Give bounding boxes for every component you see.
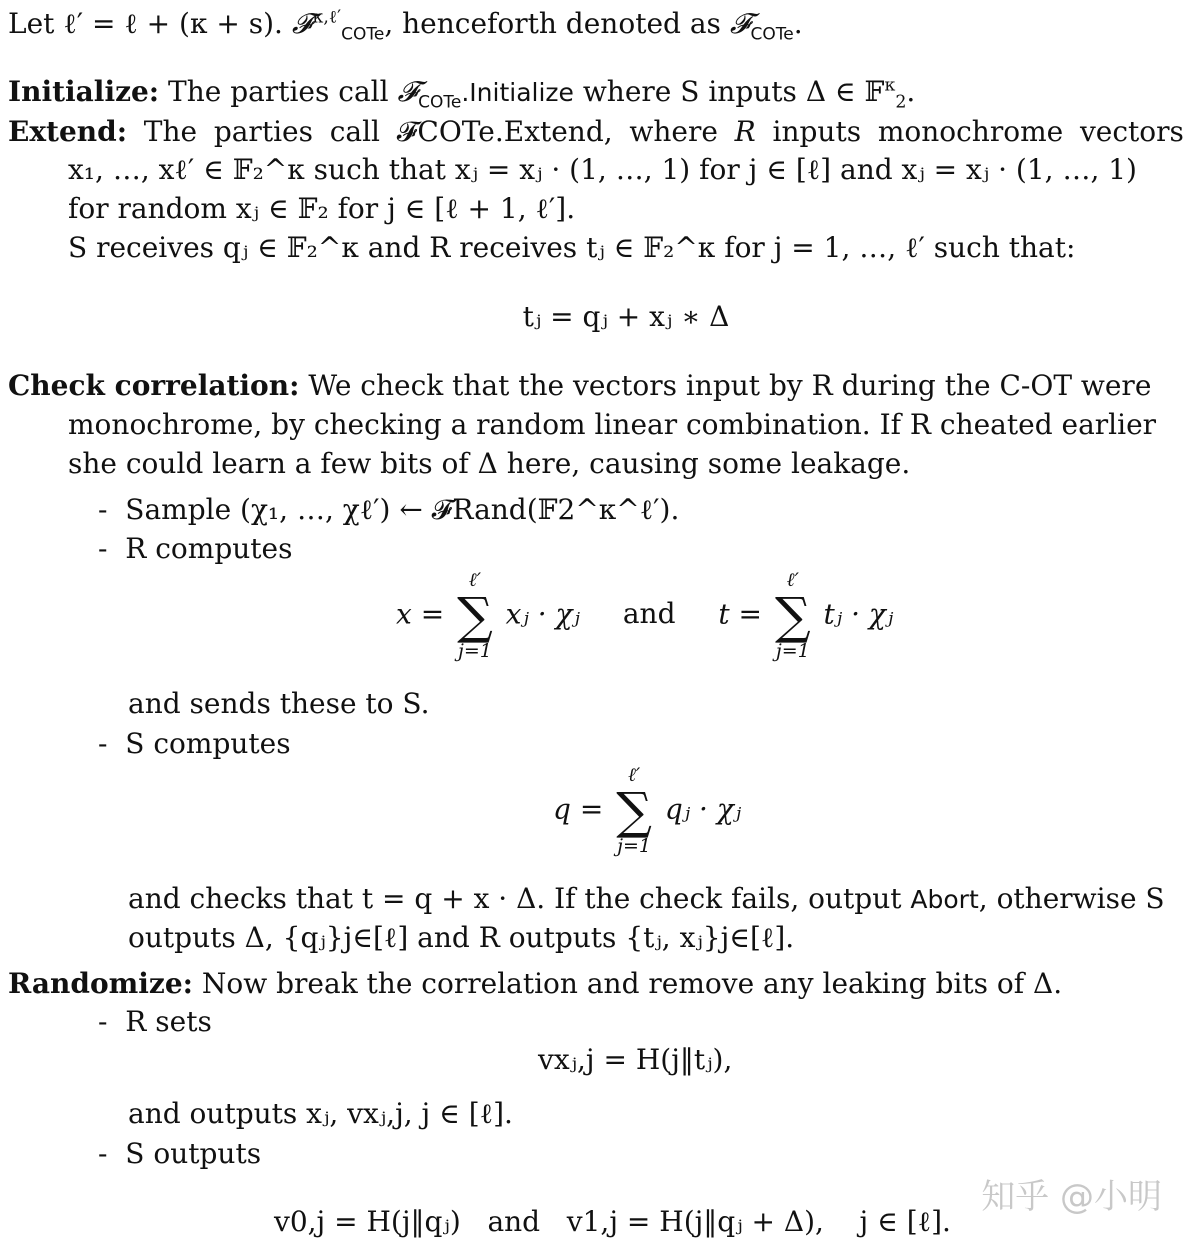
initialize-label: Initialize: <box>8 75 160 108</box>
word: 𝓕COTe.Extend, <box>396 115 613 148</box>
bullet-text: R computes <box>125 532 293 565</box>
period: . <box>793 7 803 40</box>
checks-line-1 <box>128 882 1165 915</box>
extend-line-3: for random xⱼ ∈ 𝔽₂ for j ∈ [ℓ + 1, ℓ′]. <box>68 192 576 225</box>
functionality-symbol: 𝓕 <box>291 7 313 40</box>
bullet-s-computes <box>98 727 291 760</box>
word: call <box>329 115 380 148</box>
eq-lhs: q = <box>553 792 604 826</box>
functionality-symbol-2: 𝓕 <box>729 7 751 40</box>
initialize-text: The parties call <box>168 75 398 108</box>
sum-lower: j=1 <box>457 639 492 662</box>
intro-text-2: , henceforth denoted as <box>384 7 730 40</box>
eq-lhs: x = <box>396 597 445 631</box>
check-label: Check correlation: <box>8 369 300 402</box>
word: The <box>143 115 198 148</box>
word: R <box>734 115 756 148</box>
eq-lhs: t = <box>718 597 763 631</box>
word: parties <box>213 115 313 148</box>
sum-operator <box>457 570 493 662</box>
checks-line-2: outputs Δ, {qⱼ}j∈[ℓ] and R outputs {tⱼ, xⱼ}j∈[ℓ]. <box>128 921 795 954</box>
intro-line <box>8 7 803 45</box>
sum-operator <box>616 765 652 857</box>
randomize-label: Randomize: <box>8 967 193 1000</box>
check-line-1: We check that the vectors input by R during the C-OT were <box>308 369 1152 402</box>
bullet-dash: - <box>98 1137 126 1170</box>
sum-upper: ℓ′ <box>786 569 799 591</box>
subscript: 2 <box>895 92 907 113</box>
method-name: .Initialize <box>461 78 574 107</box>
check-line-3: she could learn a few bits of Δ here, causing some leakage. <box>68 447 911 480</box>
eq-body: xⱼ · χⱼ <box>505 597 580 631</box>
bullet-r-sets <box>98 1005 212 1038</box>
extend-equation: tⱼ = qⱼ + xⱼ ∗ Δ <box>522 300 730 333</box>
abort-keyword: Abort <box>910 885 979 914</box>
functionality-subscript: COTe <box>418 92 462 113</box>
sigma-icon: ∑ <box>774 586 811 645</box>
bullet-s-outputs <box>98 1137 262 1170</box>
word: inputs <box>772 115 862 148</box>
functionality-superscript: κ,ℓ′ <box>312 7 342 28</box>
extend-step <box>8 115 1184 148</box>
bullet-text: S computes <box>125 727 291 760</box>
sum-upper: ℓ′ <box>627 764 641 786</box>
equation-v0-v1: v0,j = H(j‖qⱼ) and v1,j = H(j‖qⱼ + Δ), j ∈ [ℓ]. <box>274 1205 951 1238</box>
checks-text-2: , otherwise S <box>978 882 1165 915</box>
sum-lower: j=1 <box>775 639 810 662</box>
functionality-subscript: COTe <box>341 24 385 45</box>
eq-body: qⱼ · χⱼ <box>664 792 742 826</box>
equation-x-and-t <box>396 570 893 662</box>
intro-text: Let ℓ′ = ℓ + (κ + s). <box>8 7 292 40</box>
bullet-text: Sample (χ₁, …, χℓ′) ← 𝓕Rand(𝔽2^κ^ℓ′). <box>125 493 680 526</box>
extend-line-2: x₁, …, xℓ′ ∈ 𝔽₂^κ such that xⱼ = xⱼ · (1, …, 1) for j ∈ [ℓ] and xⱼ = xⱼ · (1, …, 1) <box>68 153 1137 186</box>
bullet-dash: - <box>98 1005 126 1038</box>
bullet-dash: - <box>98 532 126 565</box>
functionality-subscript-2: COTe <box>750 24 794 45</box>
sum-lower: j=1 <box>617 834 651 857</box>
equation-q <box>553 765 741 857</box>
check-step <box>8 369 1184 402</box>
extend-label: Extend: <box>8 115 128 148</box>
initialize-step <box>8 75 916 113</box>
bullet-dash: - <box>98 493 126 526</box>
watermark: 知乎 @小明 <box>981 1177 1162 1217</box>
bullet-r-computes <box>98 532 293 565</box>
bullet-text: R sets <box>125 1005 212 1038</box>
sigma-icon: ∑ <box>457 586 493 645</box>
bullet-text: S outputs <box>125 1137 262 1170</box>
sum-operator <box>775 570 811 662</box>
extend-line-4: S receives qⱼ ∈ 𝔽₂^κ and R receives tⱼ ∈ 𝔽₂^κ for j = 1, …, ℓ′ such that: <box>68 231 1076 264</box>
eq-body: tⱼ · χⱼ <box>823 597 894 631</box>
period: . <box>906 75 916 108</box>
superscript: κ <box>884 75 896 96</box>
bullet-dash: - <box>98 727 126 760</box>
outputs-line: and outputs xⱼ, vxⱼ,j, j ∈ [ℓ]. <box>128 1097 513 1130</box>
sum-upper: ℓ′ <box>468 569 482 591</box>
sends-line: and sends these to S. <box>128 687 430 720</box>
randomize-text: Now break the correlation and remove any leaking bits of Δ. <box>201 967 1063 1000</box>
word: vectors <box>1079 115 1184 148</box>
functionality-symbol: 𝓕 <box>397 75 419 108</box>
equation-v-x: vxⱼ,j = H(j‖tⱼ), <box>538 1043 733 1076</box>
sigma-icon: ∑ <box>616 781 652 840</box>
initialize-text-2: where S inputs Δ ∈ 𝔽 <box>573 75 885 108</box>
word: monochrome <box>877 115 1064 148</box>
check-line-2: monochrome, by checking a random linear combination. If R cheated earlier <box>68 408 1157 441</box>
checks-text: and checks that t = q + x · Δ. If the check fails, output <box>128 882 911 915</box>
randomize-step <box>8 967 1063 1000</box>
word: where <box>629 115 718 148</box>
and-text: and <box>622 597 676 631</box>
bullet-sample <box>98 493 680 526</box>
